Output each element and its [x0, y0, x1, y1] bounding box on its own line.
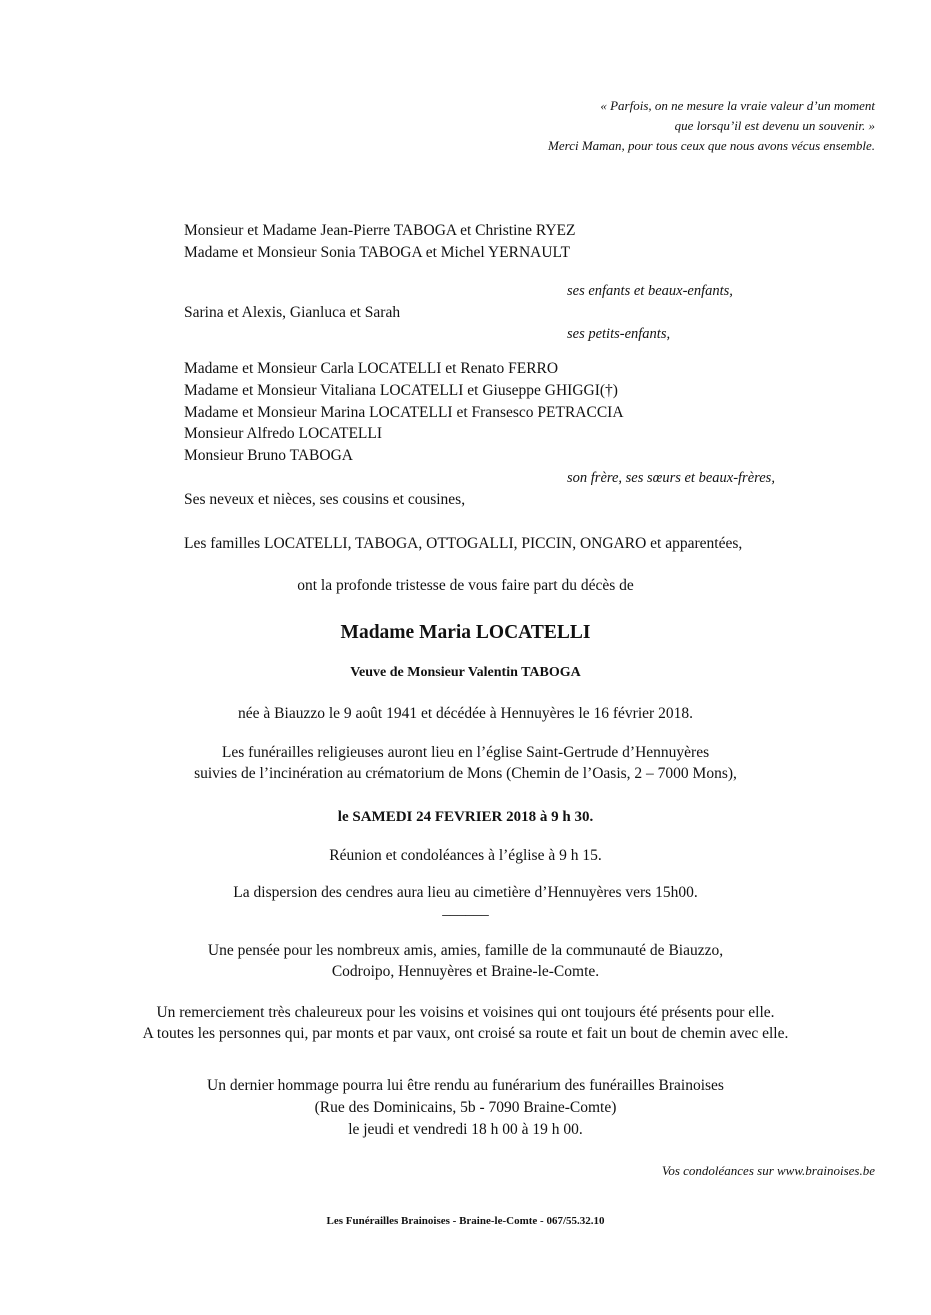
funeral-line: suivies de l’incinération au crématorium de Mons (Chemin de l’Oasis, 2 – 7000 Mons),	[194, 765, 737, 782]
funeral-date: le SAMEDI 24 FEVRIER 2018 à 9 h 30.	[337, 809, 594, 825]
quote-line: Merci Maman, pour tous ceux que nous avons vécus ensemble.	[548, 138, 875, 153]
footer: Les Funérailles Brainoises - Braine-le-Comte - 067/55.32.10	[326, 1215, 605, 1227]
sibling-line: Madame et Monsieur Carla LOCATELLI et Renato FERRO	[184, 360, 559, 377]
tribute-line: (Rue des Dominicains, 5b - 7090 Braine-Comte)	[314, 1099, 617, 1116]
sibling-line: Madame et Monsieur Marina LOCATELLI et Fransesco PETRACCIA	[184, 404, 624, 421]
thought-line: Une pensée pour les nombreux amis, amies, famille de la communauté de Biauzzo,	[207, 942, 724, 959]
nephews-line: Ses neveux et nièces, ses cousins et cousines,	[184, 491, 466, 508]
child-line: Madame et Monsieur Sonia TABOGA et Michel YERNAULT	[184, 244, 571, 261]
quote-line: « Parfois, on ne mesure la vraie valeur d’un moment	[600, 98, 875, 113]
families-line: Les familles LOCATELLI, TABOGA, OTTOGALLI, PICCIN, ONGARO et apparentées,	[184, 535, 743, 552]
tribute-line: Un dernier hommage pourra lui être rendu au funérarium des funérailles Brainoises	[207, 1077, 724, 1094]
grandchildren-label: ses petits-enfants,	[567, 326, 671, 342]
thanks-line: Un remerciement très chaleureux pour les voisins et voisines qui ont toujours été présents pour elle.	[156, 1004, 775, 1021]
funeral-line: Les funérailles religieuses auront lieu en l’église Saint-Gertrude d’Hennuyères	[221, 744, 710, 761]
child-line: Monsieur et Madame Jean-Pierre TABOGA et Christine RYEZ	[184, 222, 576, 239]
grandchildren-line: Sarina et Alexis, Gianluca et Sarah	[184, 304, 401, 321]
sibling-line: Monsieur Alfredo LOCATELLI	[184, 425, 383, 442]
tribute-line: le jeudi et vendredi 18 h 00 à 19 h 00.	[348, 1121, 583, 1138]
ashes-line: La dispersion des cendres aura lieu au cimetière d’Hennuyères vers 15h00.	[233, 884, 698, 901]
condolences-link[interactable]: Vos condoléances sur www.brainoises.be	[661, 1163, 875, 1178]
sibling-line: Madame et Monsieur Vitaliana LOCATELLI et Giuseppe GHIGGI(†)	[184, 382, 618, 399]
announcement: ont la profonde tristesse de vous faire part du décès de	[297, 577, 634, 594]
quote-line: que lorsqu’il est devenu un souvenir. »	[674, 118, 875, 133]
thought-line: Codroipo, Hennuyères et Braine-le-Comte.	[331, 963, 600, 980]
deceased-name: Madame Maria LOCATELLI	[340, 622, 591, 643]
sibling-line: Monsieur Bruno TABOGA	[184, 447, 353, 464]
meeting-line: Réunion et condoléances à l’église à 9 h 15.	[329, 847, 602, 864]
children-label: ses enfants et beaux-enfants,	[567, 283, 733, 299]
thanks-line: A toutes les personnes qui, par monts et par vaux, ont croisé sa route et fait un bout de chemin avec elle.	[142, 1025, 789, 1042]
widow-line: Veuve de Monsieur Valentin TABOGA	[350, 665, 581, 680]
birth-death-line: née à Biauzzo le 9 août 1941 et décédée à Hennuyères le 16 février 2018.	[238, 705, 693, 722]
separator: ______	[442, 901, 489, 918]
siblings-label: son frère, ses sœurs et beaux-frères,	[567, 470, 775, 486]
